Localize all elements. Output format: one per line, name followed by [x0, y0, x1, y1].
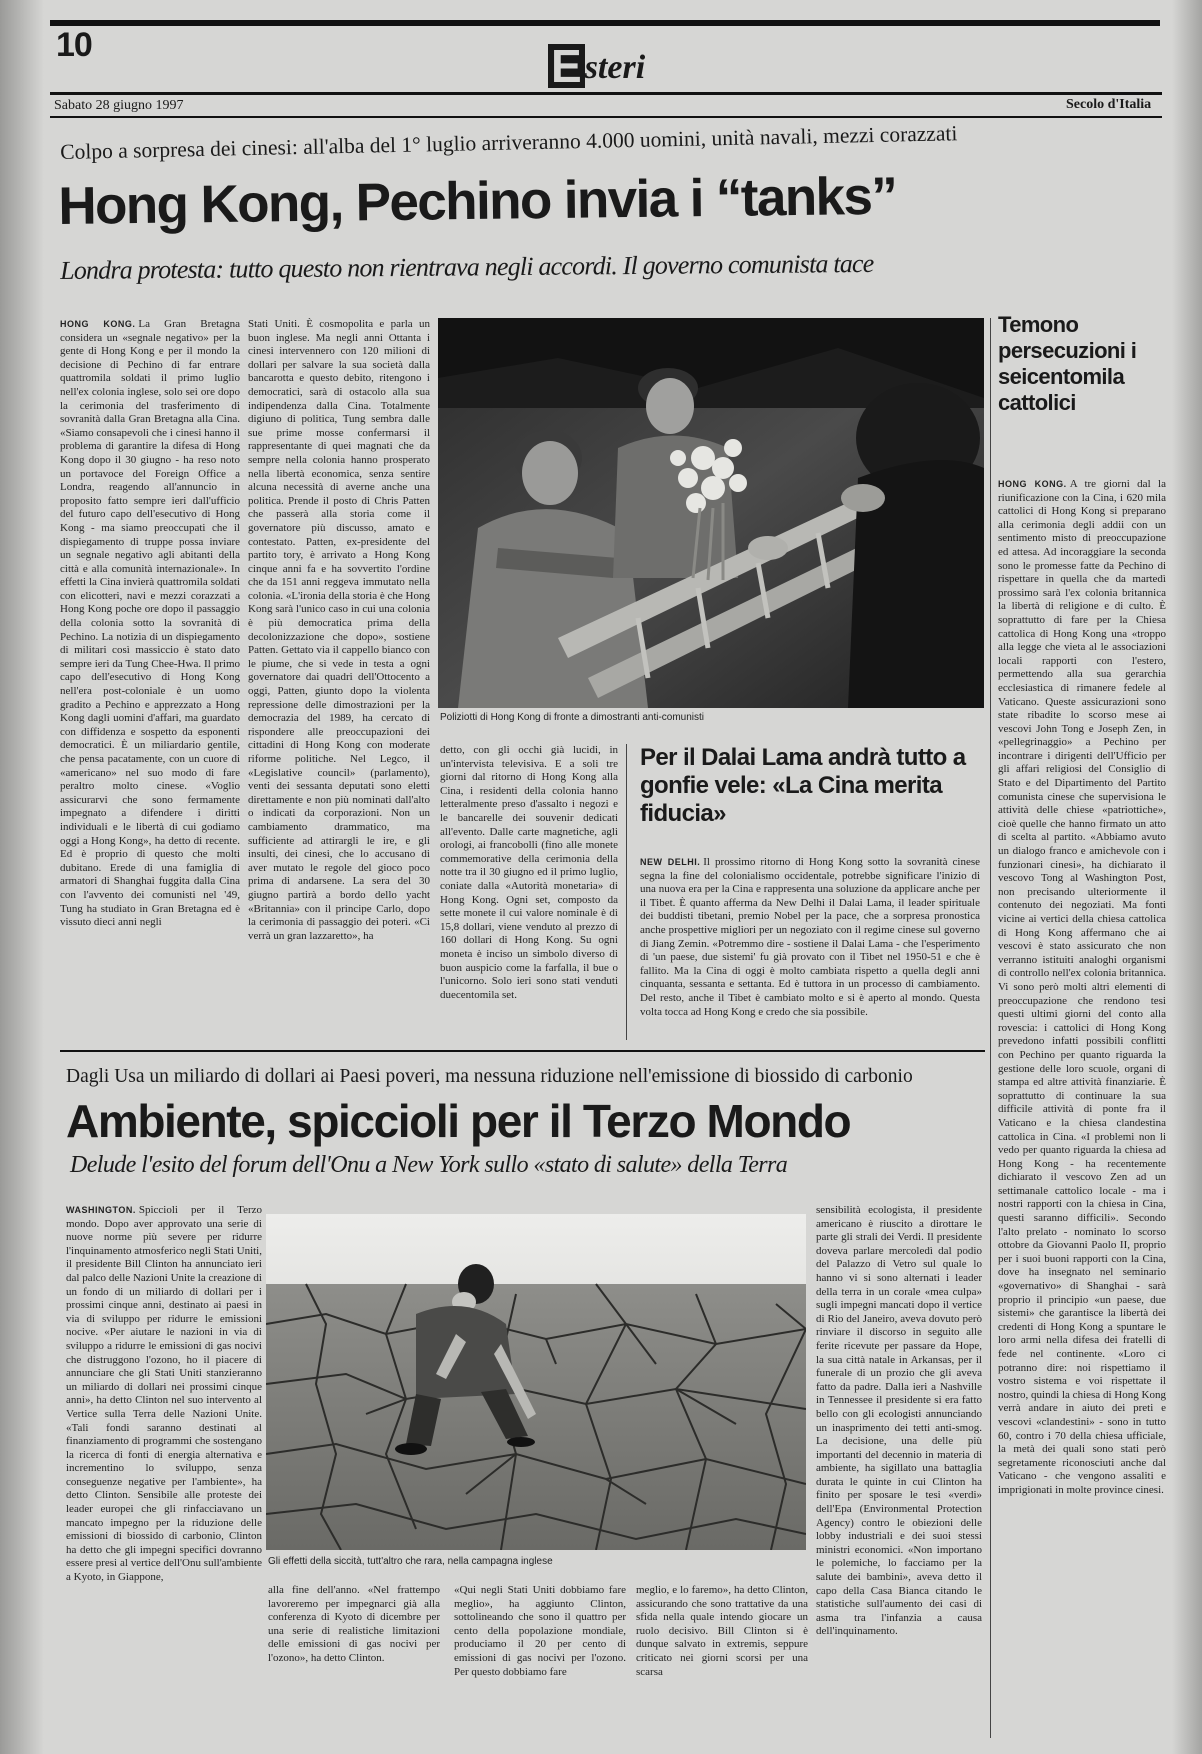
dalai-dateline: NEW DELHI.: [640, 857, 701, 867]
env-photo: [266, 1214, 806, 1550]
env-text-4a: sensibilità ecologista, il presidente americano è riuscito a dirottare le parte gli strali dei Verdi. Il presidente doveva parlare mercoledì dal podio del Palazzo di Vetro sul quale lo hanno vi si sono alternati i leader della terra in un corale «mea culpa» sugli impegni mancati dopo il vertice di Rio del Janeiro, aveva dovuto però rinviare il discorso in seguito alle ferite ricevute per passare da Hope, la sua città natale in Arkansas, per il funerale di un prozio che gli aveva fatto da padre. Dalla ieri a Nashville in Tennessee il presidente si era fatto bello con gli ecologisti annunciando un inasprimento dei tetti anti-smog. La decisione, una delle più importanti del decennio in materia di ambiente, ha sigillato una battaglia durata le quinte in cui Clinton ha finito per sposare le tesi «verdi» dell'Epa (Environmental Protection Agency) contro le obiezioni delle lobby industriali e dei suoi stessi ministri economici. «Non importano le polemiche, lo facciamo per la salute dei bambini», aveva detto il capo della Casa Bianca citando le statistiche sull'aumento dei casi di asma tra l'infanzia a causa dell'inquinamento.: [816, 1204, 982, 1638]
env-column-1: [66, 1204, 262, 1744]
hk-kicker: Colpo a sorpresa dei cinesi: all'alba del 1° luglio arriveranno 4.000 uomini, unità navali, mezzi corazzati: [60, 121, 958, 164]
hk-column-2: [248, 318, 430, 1040]
env-headline: Ambiente, spiccioli per il Terzo Mondo: [66, 1095, 851, 1147]
section-title: [548, 40, 646, 92]
page-number: 10: [56, 26, 92, 64]
env-text-1: Spiccioli per il Terzo mondo. Dopo aver approvato una serie di nuove norme più severe per ridurre l'inquinamento atmosferico negli Stati Uniti, il presidente Bill Clinton ha annunciato ieri dal palco delle Nazioni Unite la creazione di un fondo di un miliardo di dollari per i prossimi cinque anni, destinato ai paesi in via di sviluppo per ridurre le emissioni nocive. «Per aiutare le nazioni in via di sviluppo a ridurre le emissioni di gas nocivi che distruggono l'ozono, ho il piacere di annunciare che gli Stati Uniti stanzieranno un miliardo di dollari nei prossimi cinque anni», ha detto Clinton nel suo intervento al Vertice sulla Terra delle Nazioni Unite. «Tali fondi saranno destinati al finanziamento di programmi che sostengano la ricerca di fonti di energia alternativa e incrementino lo sviluppo, senza conseguenze negative per l'ambiente», ha detto Clinton. Sensibile alle proteste dei leader europei che gli rinfacciavano un mancato impegno per la riduzione delle emissioni di biossido di carbonio, Clinton ha detto che gli impegni specifici dovranno essere presi al vertice dell'Onu sull'ambiente a Kyoto, in Giappone,: [66, 1204, 262, 1584]
page-edge-shadow: [1172, 0, 1202, 1754]
env-dateline: WASHINGTON.: [66, 1205, 136, 1215]
masthead-rule-2: [50, 116, 1162, 118]
section-initial: E: [548, 44, 585, 88]
dalai-headline: Per il Dalai Lama andrà tutto a gonfie vele: «La Cina merita fiducia»: [640, 744, 966, 827]
env-column-3: [454, 1584, 626, 1744]
env-text-2: alla fine dell'anno. «Nel frattempo lavoreremo per impegnarci già alla conferenza di Kyoto di dicembre per una serie di realistiche limitazioni delle emissioni di gas nocivi per l'ozono», ha detto Clinton.: [268, 1584, 440, 1664]
hk-column-3: [440, 744, 618, 1040]
drought-photo: [266, 1214, 806, 1550]
env-column-4a: [816, 1204, 982, 1744]
env-text-3: «Qui negli Stati Uniti dobbiamo fare meglio», ha aggiunto Clinton, sottolineando che sono il quattro per cento della popolazione mondiale, produciamo il 20 per cento di emissioni di gas nocivi per l'ozono. Per questo dobbiamo fare: [454, 1584, 626, 1678]
env-text-4b: meglio, e lo faremo», ha detto Clinton, assicurando che sono trattative da una sfida nella quale intendo giocare un ruolo decisivo. Bill Clinton si è dunque salvato in extremis, seppure criticato nei giorni scorsi per una scarsa: [636, 1584, 808, 1678]
hk-headline: Hong Kong, Pechino invia i “tanks”: [58, 166, 897, 236]
section-divider: [60, 1050, 985, 1052]
issue-date: Sabato 28 giugno 1997: [54, 98, 184, 113]
dalai-box-rule: [626, 744, 627, 1040]
hk-text-1: La Gran Bretagna considera un «segnale negativo» per la gente di Hong Kong e per il mondo la decisione di Pechino di far entrare quattromila soldati il primo luglio nell'ex colonia inglese, solo sei ore dopo la cerimonia del trasferimento di sovranità dalla Gran Bretagna alla Cina. «Siamo consapevoli che i cinesi hanno il problema di garantire la difesa di Hong Kong dopo il 30 giugno - ha reso noto un portavoce del Foreign Office a Londra, reagendo all'annuncio in proposito fatto sempre ieri dall'ufficio del futuro capo dell'esecutivo di Hong Kong - ma siamo preoccupati che il dispiegamento di truppe possa inviare un segnale negativo agli abitanti della città e alla comunità internazionale». In effetti la Cina invierà quattromila soldati con elicotteri, navi e mezzi corazzati a Hong Kong poche ore dopo il passaggio della colonia sotto la sovranità di Pechino. La notizia di un dispiegamento di militari così massiccio è stato dato sempre ieri da Tung Chee-Hwa. Il primo capo dell'esecutivo di Hong Kong nell'era post-coloniale è un uomo gradito a Pechino e apprezzato a Hong Kong dagli uomini d'affari, ma guardato con diffidenza e sospetto da esponenti democratici. È un miliardario gentile, che pensa pacatamente, con un cuore di «americano» nel suo modo di fare peraltro molto cinese. «Voglio assicurarvi che sono fermamente impegnato a difendere i diritti individuali e le libertà di cui godiamo oggi a Hong Kong», ha detto di recente. Ed è proprio di questo che molti dubitano. Erede di una famiglia di armatori di Shanghai fuggita dalla Cina con l'avvento dei comunisti nel '49, Tung ha studiato in Gran Bretagna ed è vissuto dieci anni negli: [60, 318, 240, 929]
env-column-2: [268, 1584, 440, 1744]
catholics-dateline: HONG KONG.: [998, 479, 1067, 489]
dalai-body: [640, 856, 980, 1040]
masthead-rule-1: [50, 92, 1162, 95]
hk-text-3: detto, con gli occhi già lucidi, in un'intervista televisiva. E a soli tre giorni dal ritorno di Hong Kong alla Cina, i residenti della colonia hanno letteralmente preso d'assalto i negozi e le bancarelle dei souvenir dedicati all'evento. Dalle carte magnetiche, agli orologi, ai francobolli (fino alle monete commemorative della cerimonia della notte tra il 30 giugno ed il primo luglio, coniate dalla «Autorità monetaria» di Hong Kong. Ogni set, composto da sette monete il cui valore nominale è di 15,8 dollari, viene venduto al prezzo di 160 dollari di Hong Kong. Su ogni moneta è inciso un simbolo diverso di buon auspicio come la farfalla, il bue o l'unicorno. Solo ieri sono stati venduti duecentomila set.: [440, 744, 618, 1001]
hk-text-2: Stati Uniti. È cosmopolita e parla un buon inglese. Ma negli anni Ottanta i cinesi intervennero con 120 milioni di dollari per salvare la sua società dalla bancarotta e questo debito, ritengono i democratici, sarà di ostacolo alla sua indipendenza dalla Cina. Totalmente digiuno di politica, Tung sembra dalle sue prime mosse confermarsi il rappresentante di quei magnati che da sempre nella colonia hanno prosperato nella libertà economica, senza sentire alcuna necessità di averne anche una politica. Prende il posto di Chris Patten che passerà alla storia come il governatore più discusso, amato e contestato. Patten, ex-presidente del partito tory, è arrivato a Hong Kong cinque anni fa e ha sovvertito l'ordine che da 151 anni reggeva immutato nella colonia. «L'ironia della storia è che Hong Kong sarà l'unico caso in cui una colonia è più democratica prima della decolonizzazione che dopo», sostiene Patten. Gettato via il cappello bianco con le piume, che si vede in testa a ogni governatore dai quadri dell'Ottocento a oggi, Patten, giunto dopo la violenta repressione delle dimostrazioni per la democrazia del 1989, ha cercato di rispondere alle preoccupazioni dei cittadini di Hong Kong con moderate riforme politiche. Nel Legco, il «Legislative council» (parlamento), venti dei sessanta deputati sono eletti direttamente e non più nominati dall'alto o indicati da corporazioni. Non un cambiamento drammatico, ma sufficiente ad attirargli le ire, e gli insulti, dei cinesi, che lo accusano di aver mutato le regole del gioco poco prima di andarsene. La sera del 30 giugno partirà a bordo dello yacht «Britannia» con il principe Carlo, dopo la cerimonia di passaggio dei poteri. «Ci verrà un gran lazzaretto», ha: [248, 318, 430, 942]
env-kicker: Dagli Usa un miliardo di dollari ai Paesi poveri, ma nessuna riduzione nell'emissione di biossido di carbonio: [66, 1066, 913, 1087]
catholics-rule: [990, 318, 991, 1738]
police-demonstrators-photo: [438, 318, 984, 708]
dalai-text: Il prossimo ritorno di Hong Kong sotto la sovranità cinese segna la fine del colonialismo occidentale, potrebbe significare l'inizio di una nuova era per la Cina e rappresenta una soluzione da applicare anche per il Tibet. È quanto afferma da New Delhi il Dalai Lama, il leader spirituale dei buddisti tibetani, premio Nobel per la pace, che a sorpresa pronostica anche prospettive migliori per un negoziato con il regime cinese sul governo di Jiang Zemin. «Potremmo dire - sostiene il Dalai Lama - che l'esperimento di 'un paese, due sistemi' fu già provato con il Tibet nel 1950-51 e che è fallito. Ma la Cina di oggi è molto cambiata rispetto a quella degli anni cinquanta, sessanta e settanta. Ed è tuttora in un processo di cambiamento. Del resto, anche il Tibet è cambiato molto e si è aperto al mondo. Questa volta tocca ad Hong Kong e credo che sia possibile.: [640, 856, 980, 1018]
hk-photo-caption: Poliziotti di Hong Kong di fronte a dimostranti anti-comunisti: [440, 712, 705, 723]
top-rule: [50, 20, 1160, 26]
catholics-headline: Temono persecuzioni i seicentomila cattolici: [998, 312, 1137, 415]
hk-column-1: [60, 318, 240, 1040]
env-photo-caption: Gli effetti della siccità, tutt'altro che rara, nella campagna inglese: [268, 1556, 553, 1567]
section-name: steri: [584, 49, 646, 86]
hk-subhead: Londra protesta: tutto questo non rientrava negli accordi. Il governo comunista tace: [60, 248, 874, 285]
hk-photo: [438, 318, 984, 708]
hk-dateline: HONG KONG.: [60, 319, 136, 329]
catholics-text: A tre giorni dal la riunificazione con la Cina, i 620 mila cattolici di Hong Kong si preparano alla cerimonia degli addii con un sentimento misto di preoccupazione ed attesa. Ad incoraggiare la seconda sono le promesse fatte da Pechino di rispettare in quella che da martedì prossimo sarà l'ex colonia britannica la libertà di religione e di culto. È soprattutto di fare per la Chiesa cattolica di Hong Kong una «troppo alla legge che vieta al le associazioni locali rapporti con l'estero, permettendo alla sua gerarchia ecclesiastica di rimanere fedele al Vaticano. Queste assicurazioni sono state ribadite lo scorso mese ai vescovi John Tong e Joseph Zen, in «pellegrinaggio» a Pechino per incontrare i dirigenti dell'Ufficio per gli affari religiosi del Consiglio di Stato e del Dipartimento del Partito comunista cinese che supervisiona le attività delle chiese «patriottiche», cioè quelle che hanno firmato un atto di scelta al partito. «Abbiamo avuto un dialogo franco e amichevole con i funzionari cinesi», ha dichiarato il vescovo Tong al Washington Post, non precisando ulteriormente il contenuto dei negoziati. Ma fonti vicine ai vertici della chiesa cattolica di Hong Kong affermano che ai vescovi è stato assicurato che non verranno istituiti analoghi organismi di controllo nell'ex colonia britannica. Vi sono però molti altri elementi di preoccupazione che rendono tesi questi ultimi giorni del conto alla rovescia: i cattolici di Hong Kong prevedono infatti possibili conflitti con Pechino per quanto riguarda la gestione delle loro scuole, organi di stampa ed altre attività finanziarie. È soprattutto di continuare la sua difficile attività di ponte fra il Vaticano e la chiesa clandestina cattolica in Cina. «I problemi non li vedo per quanto riguarda la chiesa ad Hong Kong - ha recentemente dichiarato il vescovo Zen ad un settimanale cattolico locale - ma i nostri rapporti con la chiesa in Cina, questi saranno difficili». Secondo l'alto prelato - nominato lo scorso ottobre da Giovanni Paolo II, proprio per i suoi buoni rapporti con la Cina, dove ha insegnato nel seminario «governativo» di Shanghai - sarà proprio il principio «un paese, due sistemi» che garantisce la libertà dei credenti di Hong Kong a spuntare le loro armi nella difesa dei fratelli di fede nel continente. «Loro ci potranno dire: noi rispettiamo il vostro sistema e voi rispettate il nostro, quindi la chiesa di Hong Kong verrà andare in aiuto dei preti e vescovi «clandestini» - sono in tutto 60, contro i 70 della chiesa ufficiale, la metà dei quali sono stati però segretamente riconosciuti anche dal Vaticano - che vengono assaliti e imprigionati in molte province cinesi.: [998, 478, 1166, 1496]
catholics-body: [998, 478, 1166, 1742]
page-binding-shadow: [0, 0, 44, 1754]
env-subhead: Delude l'esito del forum dell'Onu a New York sullo «stato di salute» della Terra: [70, 1152, 788, 1178]
paper-name: Secolo d'Italia: [1066, 97, 1152, 112]
env-column-4b: [636, 1584, 808, 1744]
